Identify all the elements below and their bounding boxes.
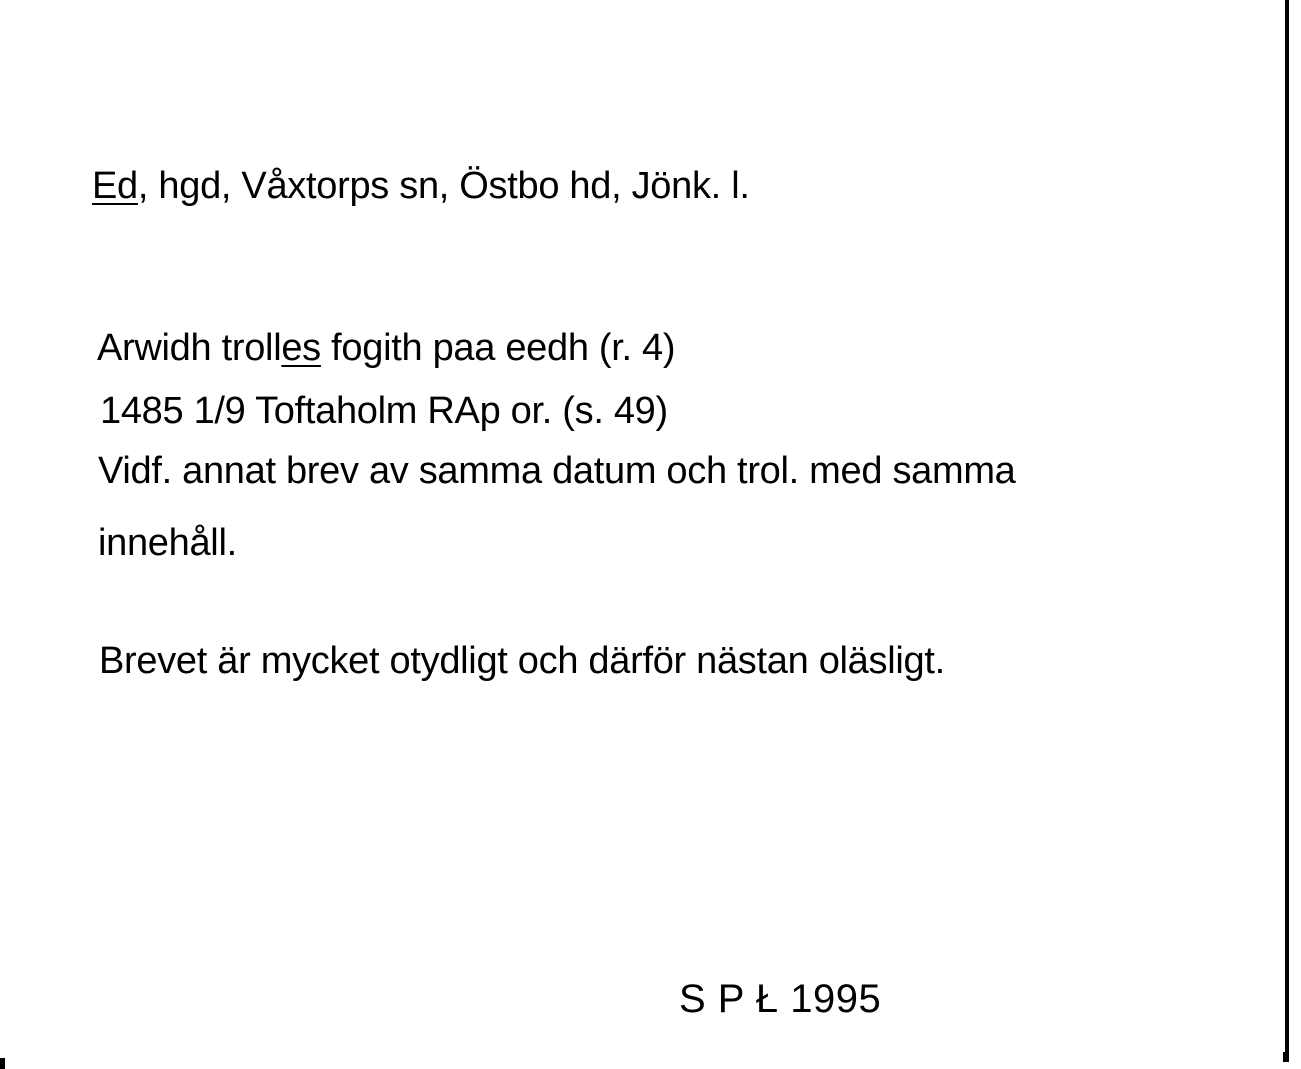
card-heading [92, 164, 750, 208]
citation-underlined-ending: es [281, 327, 321, 369]
citation-line-1 [97, 326, 675, 370]
place-location: , hgd, Våxtorps sn, Östbo hd, Jönk. l. [137, 165, 750, 207]
card-edge-right [1285, 0, 1289, 1062]
citation-line-1-end: fogith paa eedh (r. 4) [320, 327, 676, 369]
card-edge-mark [0, 1058, 5, 1069]
citation-line-3: Vidf. annat brev av samma datum och trol. med samma [98, 450, 1016, 492]
card-note: Brevet är mycket otydligt och därför nästan oläsligt. [99, 640, 945, 682]
citation-line-2: 1485 1/9 Toftaholm RAp or. (s. 49) [100, 390, 668, 432]
citation-line-4: innehåll. [98, 522, 237, 564]
place-name: Ed [92, 165, 138, 207]
card-signature: S P Ł 1995 [679, 977, 882, 1021]
card-edge-corner [1283, 1052, 1289, 1062]
citation-line-1-start: Arwidh troll [97, 327, 282, 369]
